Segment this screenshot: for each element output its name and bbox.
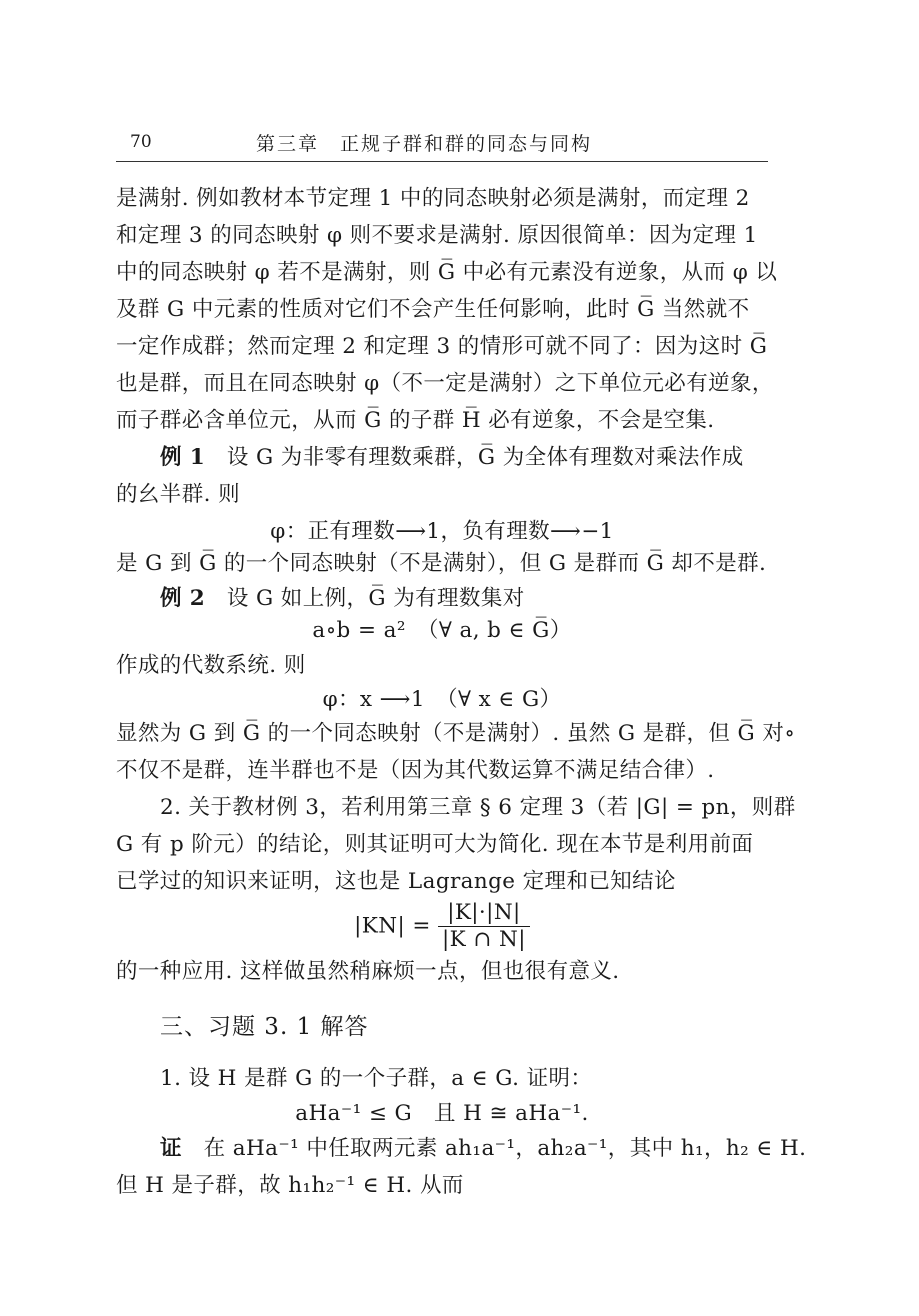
page-number: 70 [130,132,152,152]
formula-kn-numerator: |K|·|N| [438,900,530,927]
formula-mapping: φ：x ⟶1 （∀ x ∈ G） [322,687,562,712]
example-2-label: 例 2 [160,586,206,611]
header-rule [116,161,768,162]
page-header [116,128,768,158]
example-2-text: 设 G 如上例，G̅ 为有理数集对 [226,586,525,611]
proof-label: 证 [160,1136,182,1161]
exercise-statement: 1. 设 H 是群 G 的一个子群，a ∈ G. 证明： [160,1066,593,1091]
body-line: 的幺半群. 则 [116,482,240,507]
body-line: 但 H 是子群，故 h₁h₂⁻¹ ∈ H. 从而 [116,1173,464,1198]
example-1-label: 例 1 [160,445,206,470]
example-1-line [160,443,744,473]
running-title: 第三章 正规子群和群的同态与同构 [256,133,593,155]
body-line: 及群 G 中元素的性质对它们不会产生任何影响，此时 G̅ 当然就不 [116,297,750,322]
body-line: 也是群，而且在同态映射 φ（不一定是满射）之下单位元必有逆象， [116,371,774,396]
proof-text: 在 aHa⁻¹ 中任取两元素 ah₁a⁻¹，ah₂a⁻¹，其中 h₁，h₂ ∈ H. [203,1136,807,1161]
body-line: 和定理 3 的同态映射 φ 则不要求是满射. 原因很简单：因为定理 1 [116,223,758,248]
body-line: 是 G 到 G̅ 的一个同态映射（不是满射），但 G 是群而 G̅ 却不是群. [116,551,767,576]
body-line: 一定作成群；然而定理 2 和定理 3 的情形可就不同了：因为这时 G̅ [116,334,768,359]
formula-kn [116,900,768,954]
body-line: 而子群必含单位元，从而 G̅ 的子群 H̅ 必有逆象，不会是空集. [116,408,715,433]
formula-conjugate: aHa⁻¹ ≤ G 且 H ≅ aHa⁻¹. [295,1101,589,1126]
body-line: 中的同态映射 φ 若不是满射，则 G̅ 中必有元素没有逆象，从而 φ 以 [116,260,778,285]
body-line: 的一种应用. 这样做虽然稍麻烦一点，但也很有意义. [116,959,620,984]
body-line: 2. 关于教材例 3，若利用第三章 § 6 定理 3（若 |G| = pn，则群 [160,795,796,820]
body-line: 已学过的知识来证明，这也是 Lagrange 定理和已知结论 [116,869,676,894]
body-line: 不仅不是群，连半群也不是（因为其代数运算不满足结合律）. [116,758,715,783]
formula-kn-fraction [438,900,530,953]
body-line: 显然为 G 到 G̅ 的一个同态映射（不是满射）. 虽然 G 是群，但 G̅ 对∘ [116,721,796,746]
section-heading: 三、习题 3. 1 解答 [160,1014,369,1040]
formula-example-1: φ：正有理数⟶1，负有理数⟶−1 [270,519,614,544]
body-line: G 有 p 阶元）的结论，则其证明可大为简化. 现在本节是利用前面 [116,832,754,857]
formula-operation: a∘b = a² （∀ a, b ∈ G̅） [312,618,572,643]
formula-kn-lhs: |KN| = [354,913,431,939]
body-line: 是满射. 例如教材本节定理 1 中的同态映射必须是满射，而定理 2 [116,186,750,211]
body-line: 作成的代数系统. 则 [116,653,306,678]
formula-kn-denominator: |K ∩ N| [442,927,526,952]
example-1-text: 设 G 为非零有理数乘群，G̅ 为全体有理数对乘法作成 [226,445,744,470]
example-2-line [160,584,525,614]
proof-line [160,1134,806,1164]
